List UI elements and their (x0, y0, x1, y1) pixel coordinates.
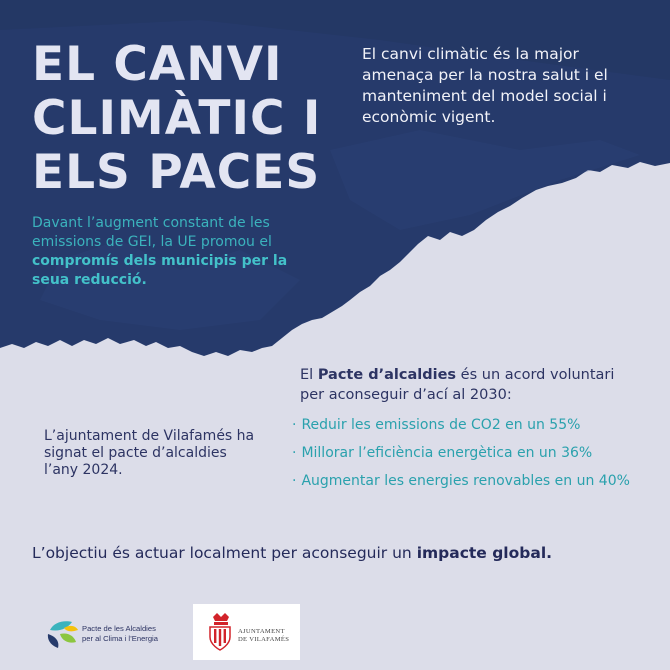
eu-commitment-text (32, 214, 302, 290)
eu-commitment-bold: compromís dels municipis per la seua reducció. (32, 253, 288, 288)
title-line-2: CLIMÀTIC I (32, 91, 322, 146)
page-title (32, 38, 321, 200)
goal-text: Augmentar les energies renovables en un 40% (301, 473, 630, 489)
intro-text: El canvi climàtic és la major amenaça per la nostra salut i el manteniment del model social i econòmic vigent. (362, 45, 608, 126)
ajuntament-label (238, 628, 289, 644)
pacte-bold: Pacte d’alcaldies (317, 367, 457, 383)
title-line-1: EL CANVI (32, 37, 283, 92)
list-item (292, 444, 630, 463)
vilafames-crest-icon (205, 613, 235, 651)
bullet-dot-icon: · (292, 417, 297, 433)
pacte-suffix: és un acord voluntari per aconseguir d’ací al 2030: (300, 367, 615, 403)
title-line-3: ELS PACES (32, 145, 321, 200)
pacte-alcaldies-label (82, 624, 158, 644)
bullet-dot-icon: · (292, 445, 297, 461)
goals-list (292, 416, 630, 500)
pacte-logo-line-1: Pacte de les Alcaldies (82, 624, 156, 633)
list-item (292, 416, 630, 435)
pacte-intro-text (300, 366, 620, 405)
goal-text: Reduir les emissions de CO2 en un 55% (301, 417, 581, 433)
eu-commitment-normal: Davant l’augment constant de les emissions de GEI, la UE promou el (32, 215, 272, 250)
bullet-dot-icon: · (292, 473, 297, 489)
signed-text: L’ajuntament de Vilafamés ha signat el pacte d’alcaldies l’any 2024. (44, 428, 255, 478)
ajuntament-line-2: DE VILAFAMÉS (238, 636, 290, 643)
pacte-logo-line-2: per al Clima i l’Energia (82, 634, 158, 643)
objective-bold: impacte global. (416, 544, 553, 562)
pacte-prefix: El (300, 367, 318, 383)
objective-text (32, 543, 552, 563)
ajuntament-line-1: AJUNTAMENT (238, 628, 285, 635)
objective-normal: L’objectiu és actuar localment per aconseguir un (32, 544, 417, 562)
list-item (292, 472, 630, 491)
goal-text: Millorar l’eficiència energètica en un 36% (301, 445, 593, 461)
